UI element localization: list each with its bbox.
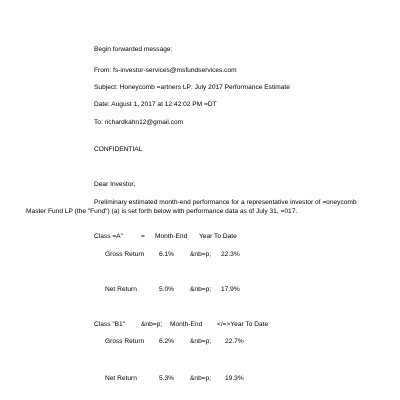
to-line: To: richardkahn12@gmail.com — [94, 119, 184, 126]
class-a-net-month-end: 5.0% — [159, 286, 175, 293]
body-paragraph-line-2: Master Fund LP (the "Fund") (a) is set forth below with performance data as of July 31, =017. — [26, 208, 298, 215]
class-a-header-spacer: = — [141, 233, 145, 240]
class-a-ytd-header: Year To Date — [199, 233, 237, 240]
class-b1-month-end-header: Month-End — [170, 321, 203, 328]
class-b1-header-spacer: &nb=p; — [141, 321, 163, 328]
class-a-label: Class =A" — [94, 233, 123, 240]
confidential-label: CONFIDENTIAL — [94, 146, 143, 153]
class-a-net-spacer: &nb=p; — [190, 286, 212, 293]
class-b1-gross-spacer: &nb=p; — [190, 338, 212, 345]
class-b1-gross-label: Gross Return — [105, 338, 145, 345]
class-a-gross-ytd: 22.3% — [221, 251, 240, 258]
class-b1-net-ytd: 19.3% — [225, 375, 244, 382]
class-b1-label: Class "B1" — [94, 321, 126, 328]
greeting: Dear Investor, — [94, 181, 136, 188]
date-line: Date: August 1, 2017 at 12:42:02 PM =DT — [94, 101, 217, 108]
subject-line: Subject: Honeycomb =artners LP: July 2017 Performance Estimate — [94, 84, 290, 91]
class-b1-ytd-header: </=>Year To Date — [217, 321, 269, 328]
class-a-net-ytd: 17.9% — [221, 286, 240, 293]
class-a-gross-label: Gross Return — [105, 251, 145, 258]
class-b1-net-label: Net Return — [105, 375, 137, 382]
class-a-net-label: Net Return — [105, 286, 137, 293]
class-b1-gross-ytd: 22.7% — [225, 338, 244, 345]
class-b1-net-month-end: 5.3% — [159, 375, 175, 382]
from-line: From: fs-investor-services@msfundservices.com — [94, 67, 237, 74]
body-paragraph-line-1: Preliminary estimated month-end performance for a representative investor of =oneycomb — [94, 199, 357, 206]
class-a-gross-month-end: 6.1% — [159, 251, 175, 258]
class-a-gross-spacer: &nb=p; — [190, 251, 212, 258]
class-a-month-end-header: Month-End — [155, 233, 188, 240]
forwarded-message-label: Begin forwarded message: — [94, 46, 173, 53]
class-b1-gross-month-end: 6.2% — [159, 338, 175, 345]
class-b1-net-spacer: &nb=p; — [190, 375, 212, 382]
